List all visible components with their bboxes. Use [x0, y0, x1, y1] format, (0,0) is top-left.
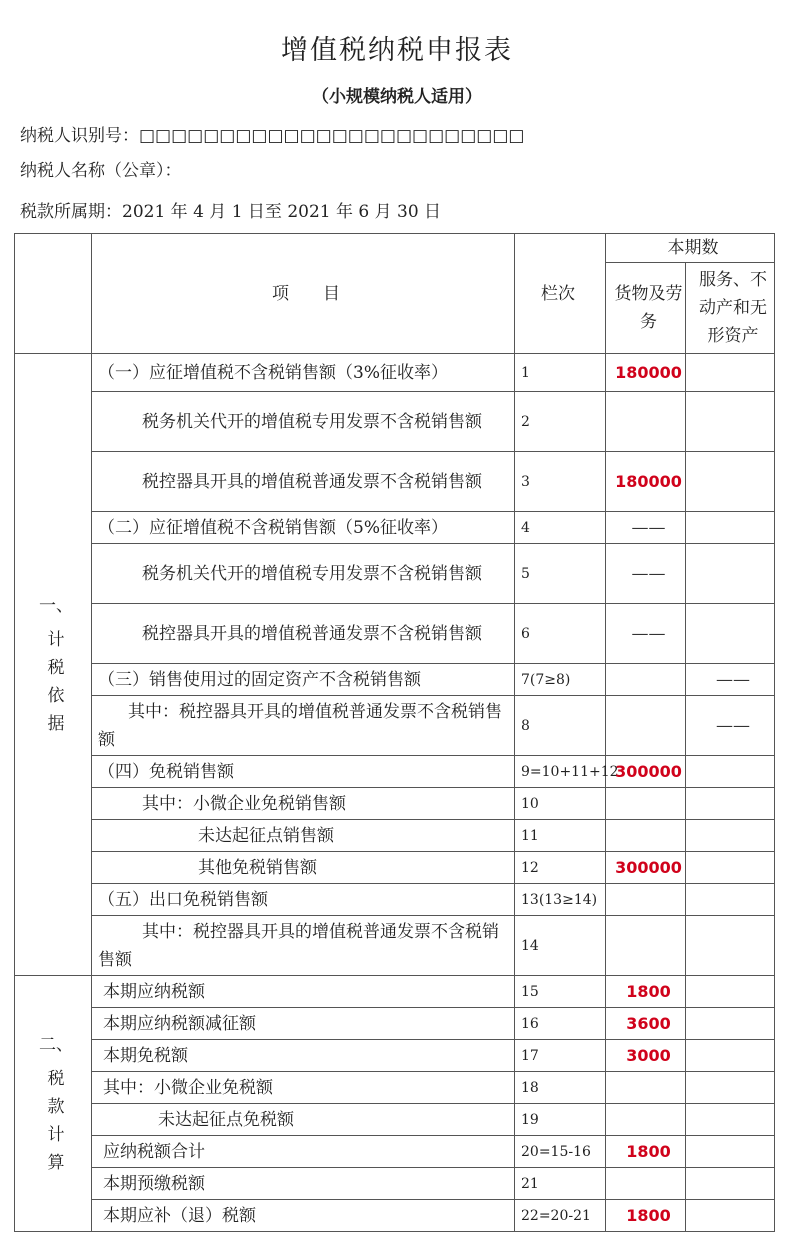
goods-cell: [606, 604, 686, 664]
seq-cell: 10: [515, 788, 606, 820]
section-label-char: 税: [47, 1068, 65, 1089]
goods-cell: [606, 1040, 686, 1072]
goods-cell: [606, 1200, 686, 1232]
goods-cell: [606, 664, 686, 696]
goods-value: 180000: [615, 362, 682, 382]
item-cell: 其中：小微企业免税额: [92, 1072, 515, 1104]
header-seq: 栏次: [515, 234, 606, 354]
section-label-char: 算: [47, 1152, 65, 1173]
table-row: [15, 820, 775, 852]
seq-cell: 12: [515, 852, 606, 884]
services-cell: [686, 354, 775, 392]
goods-cell: [606, 788, 686, 820]
services-cell: [686, 544, 775, 604]
table-row: [15, 788, 775, 820]
table-row: [15, 1200, 775, 1232]
table-row: [15, 1104, 775, 1136]
item-cell: 其中：小微企业免税销售额: [92, 788, 515, 820]
goods-cell: [606, 916, 686, 976]
goods-value: 3600: [626, 1013, 671, 1033]
item-cell: 本期应纳税额: [92, 976, 515, 1008]
seq-cell: 19: [515, 1104, 606, 1136]
table-row: [15, 1008, 775, 1040]
section-label-char: 据: [47, 713, 65, 734]
table-row: [15, 884, 775, 916]
seq-cell: 14: [515, 916, 606, 976]
seq-cell: 18: [515, 1072, 606, 1104]
goods-cell: [606, 544, 686, 604]
table-row: [15, 976, 775, 1008]
services-cell: [686, 392, 775, 452]
form-title: 增值税纳税申报表: [281, 35, 513, 66]
item-cell: （五）出口免税销售额: [92, 884, 515, 916]
seq-cell: 4: [515, 512, 606, 544]
section-label-char: 计: [47, 629, 65, 650]
services-cell: [686, 1040, 775, 1072]
table-row: [15, 1072, 775, 1104]
seq-cell: 5: [515, 544, 606, 604]
item-cell: （二）应征增值税不含税销售额（5%征收率）: [92, 512, 515, 544]
header-row-1: [15, 234, 775, 263]
item-cell: （一）应征增值税不含税销售额（3%征收率）: [92, 354, 515, 392]
item-cell: 税务机关代开的增值税专用发票不含税销售额: [92, 392, 515, 452]
section-label-char: 款: [47, 1096, 65, 1117]
item-cell: 本期应纳税额减征额: [92, 1008, 515, 1040]
table-row: [15, 1040, 775, 1072]
section-label: [15, 976, 92, 1232]
item-cell: 未达起征点销售额: [92, 820, 515, 852]
item-cell: 税控器具开具的增值税普通发票不含税销售额: [92, 604, 515, 664]
services-cell: [686, 788, 775, 820]
table-row: [15, 1136, 775, 1168]
table-row: [15, 544, 775, 604]
seq-cell: 17: [515, 1040, 606, 1072]
table-row: [15, 852, 775, 884]
table-row: [15, 916, 775, 976]
seq-cell: 21: [515, 1168, 606, 1200]
services-cell: [686, 820, 775, 852]
form-subtitle: （小规模纳税人适用）: [312, 87, 482, 107]
seq-cell: 22=20-21: [515, 1200, 606, 1232]
vat-return-table: [14, 233, 775, 1232]
item-cell: 其中：税控器具开具的增值税普通发票不含税销售额: [92, 696, 515, 756]
services-cell: [686, 452, 775, 512]
goods-cell: [606, 820, 686, 852]
services-cell: [686, 852, 775, 884]
seq-cell: 9=10+11+12: [515, 756, 606, 788]
goods-cell: [606, 1008, 686, 1040]
section-label-char: 二、: [39, 1034, 73, 1055]
goods-cell: [606, 852, 686, 884]
seq-cell: 15: [515, 976, 606, 1008]
seq-cell: 13(13≥14): [515, 884, 606, 916]
seq-cell: 8: [515, 696, 606, 756]
table-row: [15, 1168, 775, 1200]
goods-value: 300000: [615, 857, 682, 877]
goods-value: ——: [631, 517, 666, 538]
services-cell: [686, 1072, 775, 1104]
tax-period-line: 税款所属期：2021 年 4 月 1 日至 2021 年 6 月 30 日: [20, 202, 442, 222]
goods-cell: [606, 392, 686, 452]
table-row: [15, 392, 775, 452]
goods-cell: [606, 512, 686, 544]
item-cell: 税控器具开具的增值税普通发票不含税销售额: [92, 452, 515, 512]
item-cell: 本期应补（退）税额: [92, 1200, 515, 1232]
table-row: [15, 512, 775, 544]
goods-cell: [606, 1168, 686, 1200]
goods-cell: [606, 756, 686, 788]
goods-cell: [606, 884, 686, 916]
item-cell: 其他免税销售额: [92, 852, 515, 884]
services-cell: [686, 1008, 775, 1040]
item-cell: 其中：税控器具开具的增值税普通发票不含税销售额: [92, 916, 515, 976]
services-cell: [686, 1136, 775, 1168]
goods-value: 3000: [626, 1045, 671, 1065]
services-cell: [686, 1168, 775, 1200]
goods-value: 180000: [615, 471, 682, 491]
taxpayer-name-line: 纳税人名称（公章）：: [20, 161, 182, 181]
seq-cell: 11: [515, 820, 606, 852]
header-blank-cell: [15, 234, 92, 354]
goods-value: 1800: [626, 981, 671, 1001]
item-cell: 本期预缴税额: [92, 1168, 515, 1200]
goods-cell: [606, 976, 686, 1008]
seq-cell: 3: [515, 452, 606, 512]
table-row: [15, 452, 775, 512]
goods-value: 1800: [626, 1141, 671, 1161]
section-label-char: 一、: [39, 595, 73, 616]
services-cell: [686, 916, 775, 976]
header-goods: 货物及劳务: [606, 263, 686, 354]
taxpayer-id-line: 纳税人识别号：□□□□□□□□□□□□□□□□□□□□□□□□: [20, 126, 525, 146]
item-cell: 应纳税额合计: [92, 1136, 515, 1168]
services-cell: [686, 884, 775, 916]
goods-cell: [606, 1104, 686, 1136]
services-cell: [686, 1200, 775, 1232]
header-current-period: 本期数: [606, 234, 775, 263]
table-body: [15, 234, 775, 1232]
section-label: [15, 354, 92, 976]
item-cell: 本期免税额: [92, 1040, 515, 1072]
services-cell: [686, 512, 775, 544]
table-row: [15, 696, 775, 756]
goods-cell: [606, 452, 686, 512]
seq-cell: 2: [515, 392, 606, 452]
section-label-char: 依: [47, 685, 65, 706]
table-row: [15, 756, 775, 788]
seq-cell: 16: [515, 1008, 606, 1040]
seq-cell: 6: [515, 604, 606, 664]
table-row: [15, 354, 775, 392]
section-label-char: 税: [47, 657, 65, 678]
services-cell: [686, 756, 775, 788]
table-row: [15, 664, 775, 696]
services-cell: [686, 604, 775, 664]
goods-cell: [606, 354, 686, 392]
seq-cell: 20=15-16: [515, 1136, 606, 1168]
goods-value: ——: [631, 563, 666, 584]
services-value: ——: [716, 715, 750, 736]
section-label-char: 计: [47, 1124, 65, 1145]
header-item: 项 目: [92, 234, 515, 354]
goods-cell: [606, 1072, 686, 1104]
header-services: 服务、不动产和无形资产: [686, 263, 775, 354]
item-cell: 未达起征点免税额: [92, 1104, 515, 1136]
services-value: ——: [716, 669, 750, 690]
table-row: [15, 604, 775, 664]
services-cell: [686, 664, 775, 696]
goods-value: 1800: [626, 1205, 671, 1225]
services-cell: [686, 696, 775, 756]
seq-cell: 1: [515, 354, 606, 392]
goods-value: ——: [631, 623, 666, 644]
item-cell: （四）免税销售额: [92, 756, 515, 788]
seq-cell: 7(7≥8): [515, 664, 606, 696]
goods-cell: [606, 696, 686, 756]
item-cell: 税务机关代开的增值税专用发票不含税销售额: [92, 544, 515, 604]
item-cell: （三）销售使用过的固定资产不含税销售额: [92, 664, 515, 696]
goods-value: 300000: [615, 761, 682, 781]
services-cell: [686, 976, 775, 1008]
goods-cell: [606, 1136, 686, 1168]
services-cell: [686, 1104, 775, 1136]
